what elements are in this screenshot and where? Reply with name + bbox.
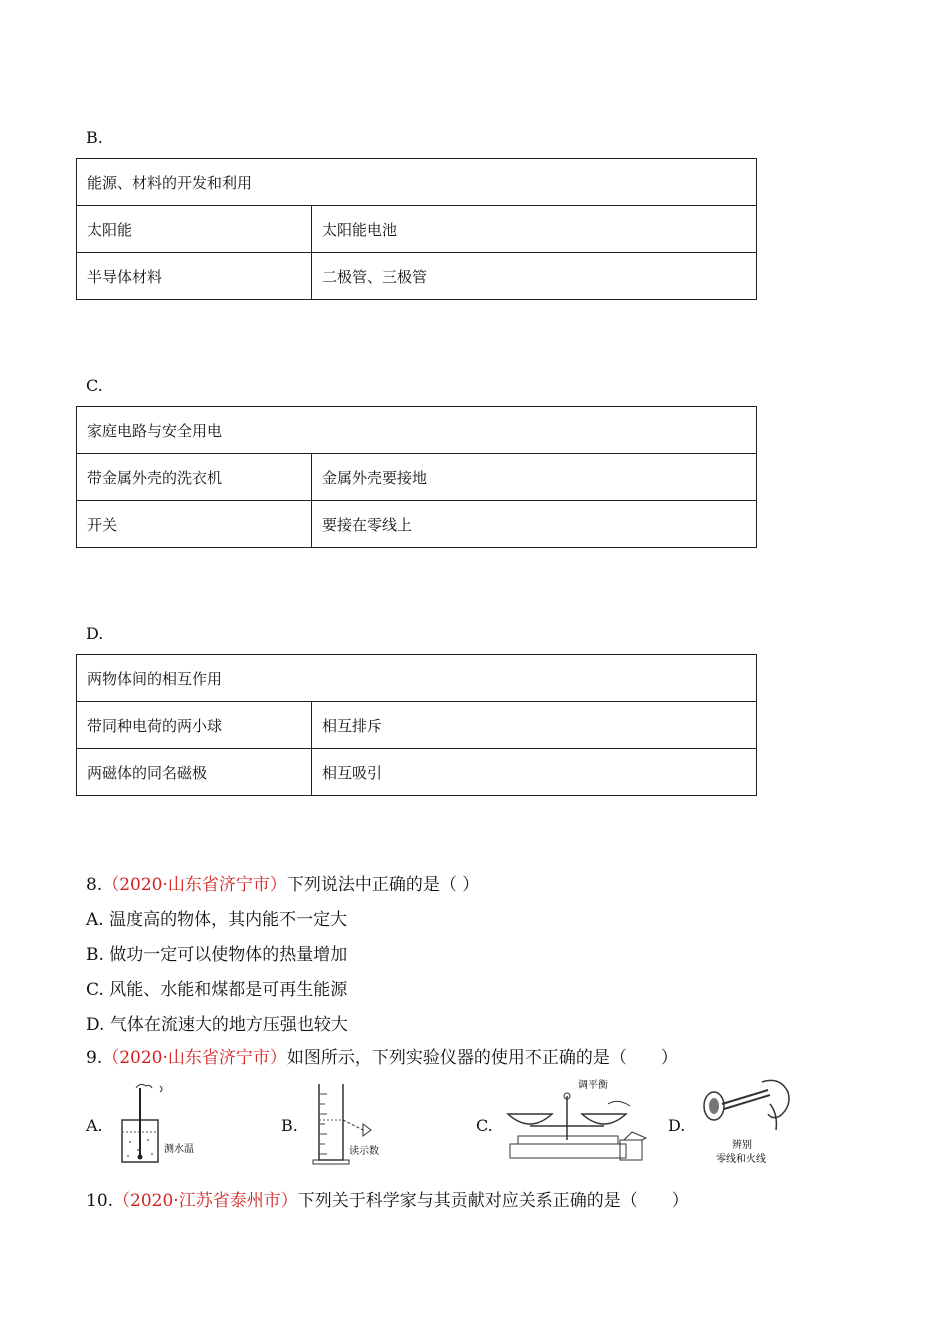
question-text: 下列关于科学家与其贡献对应关系正确的是（ ） — [297, 1191, 689, 1211]
figure-label-b: B. — [281, 1116, 298, 1135]
table-cell: 相互排斥 — [312, 702, 757, 749]
table-cell: 半导体材料 — [77, 253, 312, 300]
choice-c: C. 风能、水能和煤都是可再生能源 — [86, 980, 348, 1000]
table-row — [77, 501, 757, 548]
figure-caption: 辨别 — [732, 1140, 752, 1151]
table-cell: 太阳能电池 — [312, 206, 757, 253]
table-row — [77, 454, 757, 501]
table-cell: 金属外壳要接地 — [312, 454, 757, 501]
table-cell: 带金属外壳的洗衣机 — [77, 454, 312, 501]
table-cell: 相互吸引 — [312, 749, 757, 796]
question-number: 9. — [86, 1048, 103, 1068]
figure-caption: 调平衡 — [578, 1080, 608, 1091]
question-9 — [86, 1043, 678, 1068]
figure-label-d: D. — [668, 1116, 686, 1135]
table-header: 家庭电路与安全用电 — [77, 407, 757, 454]
choice-d: D. 气体在流速大的地方压强也较大 — [86, 1015, 348, 1035]
choice-b: B. 做功一定可以使物体的热量增加 — [86, 945, 348, 965]
table-header: 能源、材料的开发和利用 — [77, 159, 757, 206]
option-label-d: D. — [86, 624, 104, 643]
table-header: 两物体间的相互作用 — [77, 655, 757, 702]
option-label-c: C. — [86, 376, 103, 395]
option-label-b: B. — [86, 128, 103, 147]
option-b-table — [76, 158, 757, 300]
figure-caption: 读示数 — [349, 1146, 379, 1157]
table-cell: 开关 — [77, 501, 312, 548]
option-d-table — [76, 654, 757, 796]
table-row — [77, 749, 757, 796]
figure-caption: 零线和火线 — [716, 1154, 766, 1165]
table-cell: 两磁体的同名磁极 — [77, 749, 312, 796]
question-source: （2020·山东省济宁市） — [102, 875, 287, 895]
figure-caption: 测水温 — [164, 1144, 194, 1155]
figure-label-c: C. — [476, 1116, 493, 1135]
question-source: （2020·江苏省泰州市） — [113, 1191, 298, 1211]
graduated-cylinder-figure — [305, 1078, 405, 1168]
table-row — [77, 702, 757, 749]
figure-label-a: A. — [86, 1116, 103, 1135]
choice-a: A. 温度高的物体，其内能不一定大 — [86, 910, 348, 930]
question-text: 如图所示，下列实验仪器的使用不正确的是（ ） — [286, 1048, 678, 1068]
option-c-table — [76, 406, 757, 548]
question-number: 10. — [86, 1191, 114, 1211]
question-number: 8. — [86, 875, 103, 895]
question-source: （2020·山东省济宁市） — [102, 1048, 287, 1068]
question-10 — [86, 1186, 689, 1211]
table-cell: 太阳能 — [77, 206, 312, 253]
question-text: 下列说法中正确的是（ ） — [286, 875, 480, 895]
table-cell: 二极管、三极管 — [312, 253, 757, 300]
table-row — [77, 253, 757, 300]
test-pen-figure — [692, 1074, 802, 1170]
balance-scale-figure — [500, 1076, 650, 1168]
question-8 — [86, 870, 479, 895]
table-cell: 带同种电荷的两小球 — [77, 702, 312, 749]
table-cell: 要接在零线上 — [312, 501, 757, 548]
table-row — [77, 206, 757, 253]
thermometer-figure — [110, 1080, 210, 1165]
